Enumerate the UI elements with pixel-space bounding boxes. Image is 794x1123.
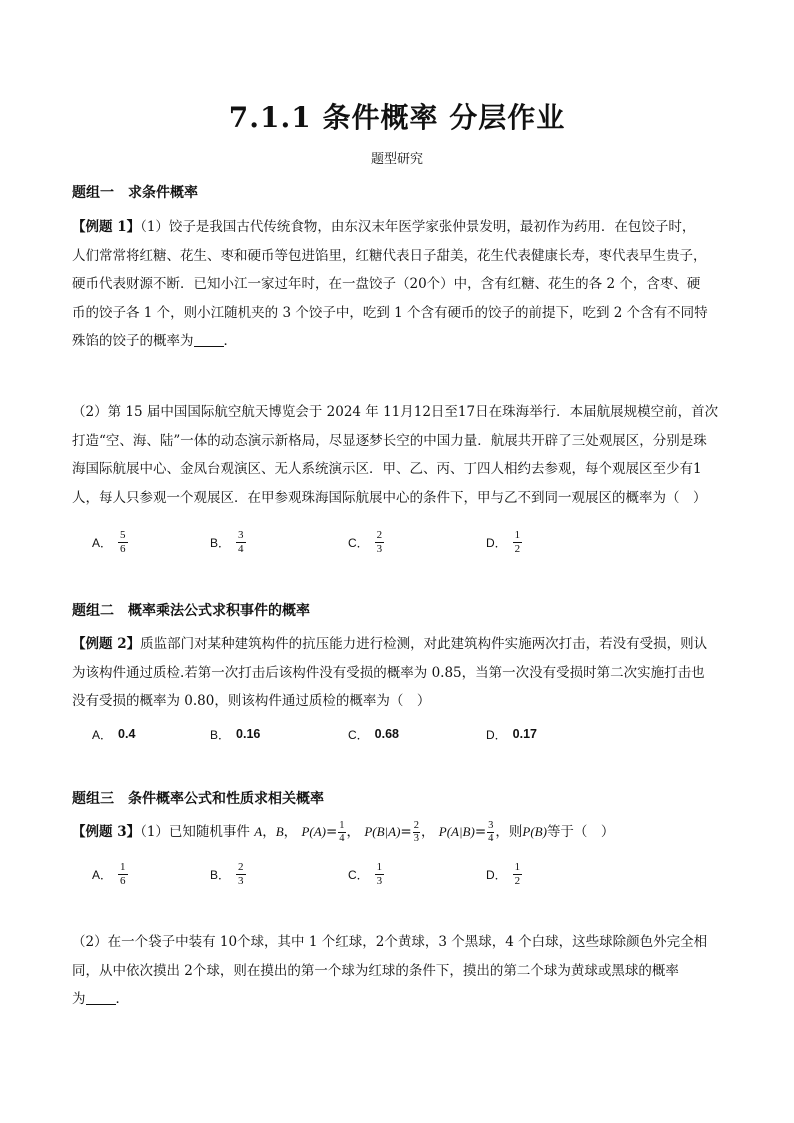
example1-q1-line5: 殊馅的饺子的概率为 ．: [72, 333, 237, 349]
answer-blank: [86, 990, 116, 1005]
example2-options: [92, 714, 652, 754]
example1-q1-line3: 硬币代表财源不断．已知小江一家过年时，在一盘饺子（20个）中，含有红糖、花生的各 2 个，含枣、硬: [72, 276, 701, 292]
fraction: $\frac{2}{3}$: [413, 820, 419, 844]
fraction: $\frac{2}{3}$: [376, 528, 383, 555]
fraction: $\frac{1}{2}$: [514, 860, 521, 887]
option-a: A． 0.4: [92, 727, 136, 742]
example3-q2-line3: 为 ．: [72, 991, 129, 1007]
example1-tag: 【例题 1】: [72, 219, 141, 235]
example1-q2-line2: 打造“空、海、陆”一体的动态演示新格局，尽显逐梦长空的中国力量．航展共开辟了三处观展区，分别是珠: [72, 432, 707, 449]
example2-line3: 没有受损的概率为 0.80，则该构件通过质检的概率为（ ）: [72, 693, 431, 709]
group3-section: [72, 788, 732, 808]
group1-section: [72, 182, 732, 202]
fraction: $\frac{1}{2}$: [514, 528, 521, 555]
example1-q2: [72, 398, 732, 512]
example2-line1: 【例题 2】质监部门对某种建筑构件的抗压能力进行检测，对此建筑构件实施两次打击，若没有受损，则认: [72, 636, 708, 652]
fraction: $\frac{1}{3}$: [376, 860, 383, 887]
option-b: B． 0.16: [210, 727, 261, 742]
fraction: $\frac{1}{6}$: [120, 860, 126, 887]
option-a: A． $\frac{5}{6}$: [92, 528, 126, 555]
example3-q2-line2: 同，从中依次摸出 2个球，则在摸出的第一个球为红球的条件下，摸出的第二个球为黄球或黑球的概率: [72, 962, 679, 979]
group3-title: 题组三 条件概率公式和性质求相关概率: [72, 791, 324, 807]
example3-q1-options: [92, 854, 652, 894]
example1-q1-line1: 【例题 1】（1）饺子是我国古代传统食物，由东汉末年医学家张仲景发明，最初作为药用．在包饺子时，: [72, 219, 696, 235]
option-d: D． $\frac{1}{2}$: [486, 860, 521, 887]
example2: [72, 630, 732, 716]
option-c: C． $\frac{1}{3}$: [348, 860, 383, 887]
page-title: 7.1.1 条件概率 分层作业: [228, 101, 566, 134]
example3-q2-line1: （2）在一个袋子中装有 10个球，其中 1 个红球，2个黄球，3 个黑球，4 个白球，这些球除颜色外完全相: [72, 934, 708, 950]
example1-q1-line2: 人们常常将红糖、花生、枣和硬币等包进馅里，红糖代表日子甜美，花生代表健康长寿，枣代表早生贵子，: [72, 247, 707, 264]
answer-blank: [194, 332, 224, 347]
example1-q1-line4: 币的饺子各 1 个，则小江随机夹的 3 个饺子中，吃到 1 个含有硬币的饺子的前提下，吃到 2 个含有不同特: [72, 304, 708, 321]
example3-q1-line: 【例题 3】（1）已知随机事件 A，B， P(A)= $\frac{1}{4}$ ， P(B|A)= $\frac{2}{3}$ ， P(A|B)= $\frac{3}{4}$ ，则P(B)等于（ ）: [72, 820, 615, 844]
fraction: $\frac{1}{4}$: [339, 820, 345, 844]
example3-q1: [72, 814, 732, 850]
example1-q2-line1: （2）第 15 届中国国际航空航天博览会于 2024 年 11月12日至17日在珠海举行．本届航展规模空前，首次: [72, 404, 719, 420]
example1-q2-line4: 人，每人只参观一个观展区．在甲参观珠海国际航展中心的条件下，甲与乙不到同一观展区的概率为（ ）: [72, 489, 707, 506]
option-d: D． $\frac{1}{2}$: [486, 528, 521, 555]
option-c: C． $\frac{2}{3}$: [348, 528, 383, 555]
fraction: $\frac{3}{4}$: [238, 528, 244, 555]
option-b: B． $\frac{2}{3}$: [210, 860, 244, 887]
option-c: C． 0.68: [348, 727, 400, 742]
option-a: A． $\frac{1}{6}$: [92, 860, 126, 887]
example1-q2-options: [92, 522, 652, 562]
group2-title: 题组二 概率乘法公式求积事件的概率: [72, 603, 310, 619]
example3-tag: 【例题 3】: [72, 824, 141, 840]
option-d: D． 0.17: [486, 727, 538, 742]
fraction: $\frac{5}{6}$: [120, 528, 126, 555]
example3-q2: [72, 928, 732, 1014]
fraction: $\frac{3}{4}$: [488, 820, 494, 844]
page-subtitle: 题型研究: [370, 152, 423, 167]
example2-tag: 【例题 2】: [72, 636, 141, 652]
example1-q1: [72, 213, 732, 356]
group1-title: 题组一 求条件概率: [72, 185, 198, 201]
option-b: B． $\frac{3}{4}$: [210, 528, 244, 555]
group2-section: [72, 600, 732, 620]
example2-line2: 为该构件通过质检.若第一次打击后该构件没有受损的概率为 0.85，当第一次没有受损时第二次实施打击也: [72, 664, 705, 681]
example1-q2-line3: 海国际航展中心、金凤台观演区、无人系统演示区．甲、乙、丙、丁四人相约去参观，每个观展区至少有1: [72, 461, 702, 477]
fraction: $\frac{2}{3}$: [238, 860, 244, 887]
